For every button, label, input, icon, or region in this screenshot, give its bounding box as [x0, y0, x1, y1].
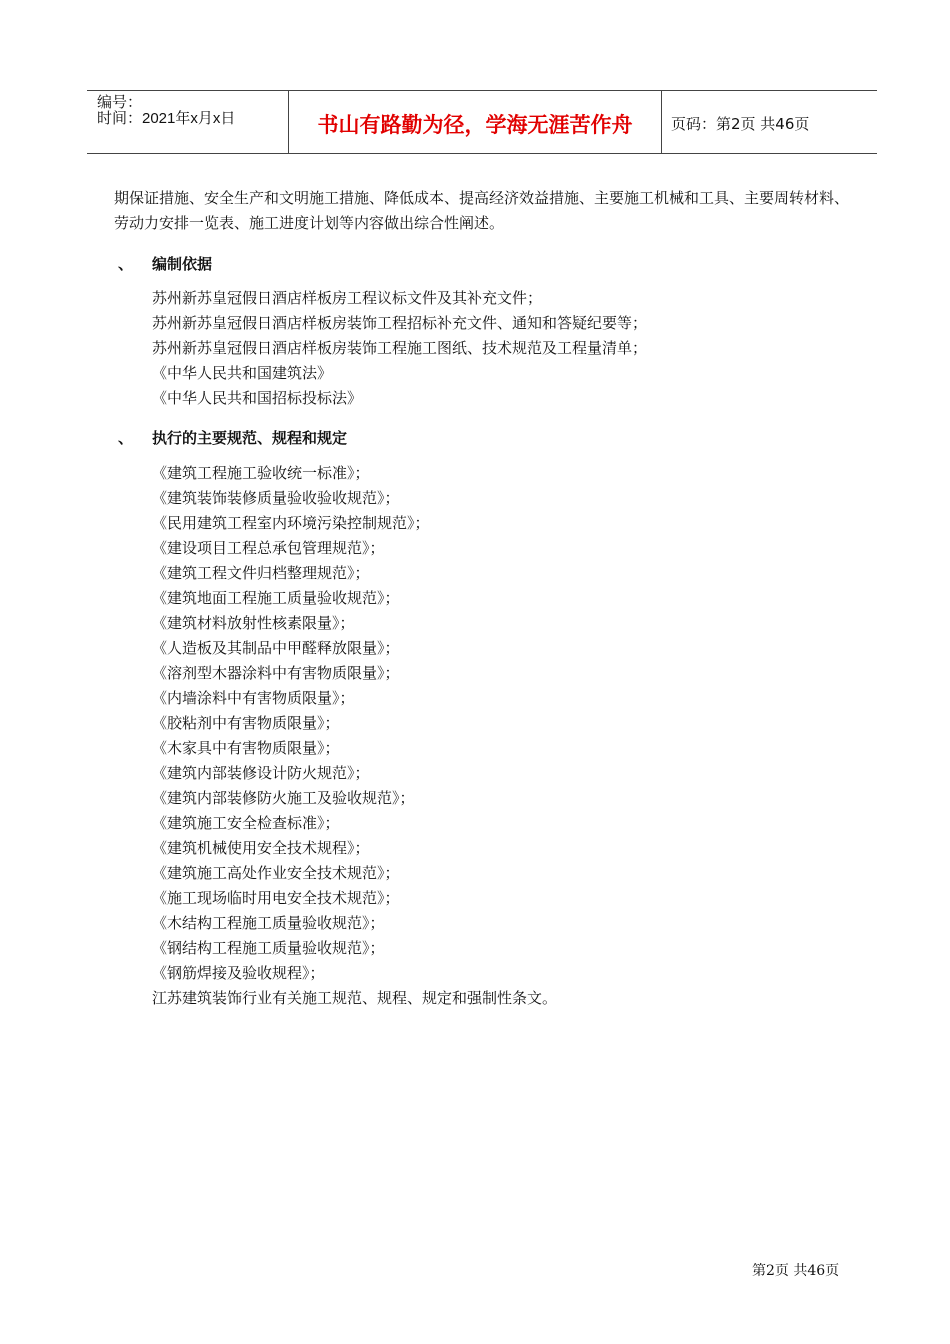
list-item: 《木家具中有害物质限量》； [152, 739, 340, 757]
header-page-cell [662, 91, 877, 153]
header-page-number: 页码：第2页 共46页 [671, 115, 810, 133]
document-date-label: 时间：2021年x月x日 [97, 110, 236, 127]
list-item: 《建筑地面工程施工质量验收规范》； [152, 589, 400, 607]
section-heading-basis [118, 253, 212, 274]
page-header [87, 90, 877, 154]
header-motto-cell [288, 91, 662, 153]
list-item: 《建筑工程施工验收统一标准》； [152, 464, 370, 482]
page-footer-number: 第2页 共46页 [752, 1263, 840, 1279]
list-item: 苏州新苏皇冠假日酒店样板房装饰工程施工图纸、技术规范及工程量清单； [152, 339, 648, 357]
list-item: 《钢筋焊接及验收规程》； [152, 964, 325, 982]
document-number-label: 编号： [97, 94, 143, 111]
list-item: 《建筑机械使用安全技术规程》； [152, 839, 370, 857]
section-heading-standards [118, 427, 347, 448]
section-title: 编制依据 [152, 255, 213, 273]
list-item: 《建筑材料放射性核素限量》； [152, 614, 355, 632]
section-mark: 、 [118, 255, 134, 273]
list-item: 《建筑内部装修设计防火规范》； [152, 764, 370, 782]
list-item: 《中华人民共和国建筑法》 [152, 364, 333, 382]
list-item: 《施工现场临时用电安全技术规范》； [152, 889, 400, 907]
list-item: 《人造板及其制品中甲醛释放限量》； [152, 639, 400, 657]
standards-list [152, 461, 557, 1011]
section-mark: 、 [118, 429, 134, 447]
list-item: 《建筑施工高处作业安全技术规范》； [152, 864, 400, 882]
basis-list [152, 286, 647, 411]
list-item: 《钢结构工程施工质量验收规范》； [152, 939, 385, 957]
list-item: 苏州新苏皇冠假日酒店样板房工程议标文件及其补充文件； [152, 289, 543, 307]
intro-paragraph: 期保证措施、安全生产和文明施工措施、降低成本、提高经济效益措施、主要施工机械和工具、主要周转材料、劳动力安排一览表、施工进度计划等内容做出综合性阐述。 [114, 189, 850, 232]
list-item: 《溶剂型木器涂料中有害物质限量》； [152, 664, 400, 682]
list-item: 《中华人民共和国招标投标法》 [152, 389, 363, 407]
list-item: 《建筑装饰装修质量验收验收规范》； [152, 489, 400, 507]
list-item: 《建设项目工程总承包管理规范》； [152, 539, 385, 557]
list-item: 《民用建筑工程室内环境污染控制规范》； [152, 514, 430, 532]
list-item: 《木结构工程施工质量验收规范》； [152, 914, 385, 932]
section-title: 执行的主要规范、规程和规定 [152, 429, 348, 447]
list-item: 苏州新苏皇冠假日酒店样板房装饰工程招标补充文件、通知和答疑纪要等； [152, 314, 648, 332]
list-item: 《建筑内部装修防火施工及验收规范》； [152, 789, 415, 807]
list-item: 《胶粘剂中有害物质限量》； [152, 714, 340, 732]
header-meta [87, 91, 287, 153]
list-item: 《建筑施工安全检查标准》； [152, 814, 340, 832]
list-item: 《建筑工程文件归档整理规范》； [152, 564, 370, 582]
list-item: 江苏建筑装饰行业有关施工规范、规程、规定和强制性条文。 [152, 989, 558, 1007]
header-motto: 书山有路勤为径，学海无涯苦作舟 [317, 113, 633, 137]
list-item: 《内墙涂料中有害物质限量》； [152, 689, 355, 707]
